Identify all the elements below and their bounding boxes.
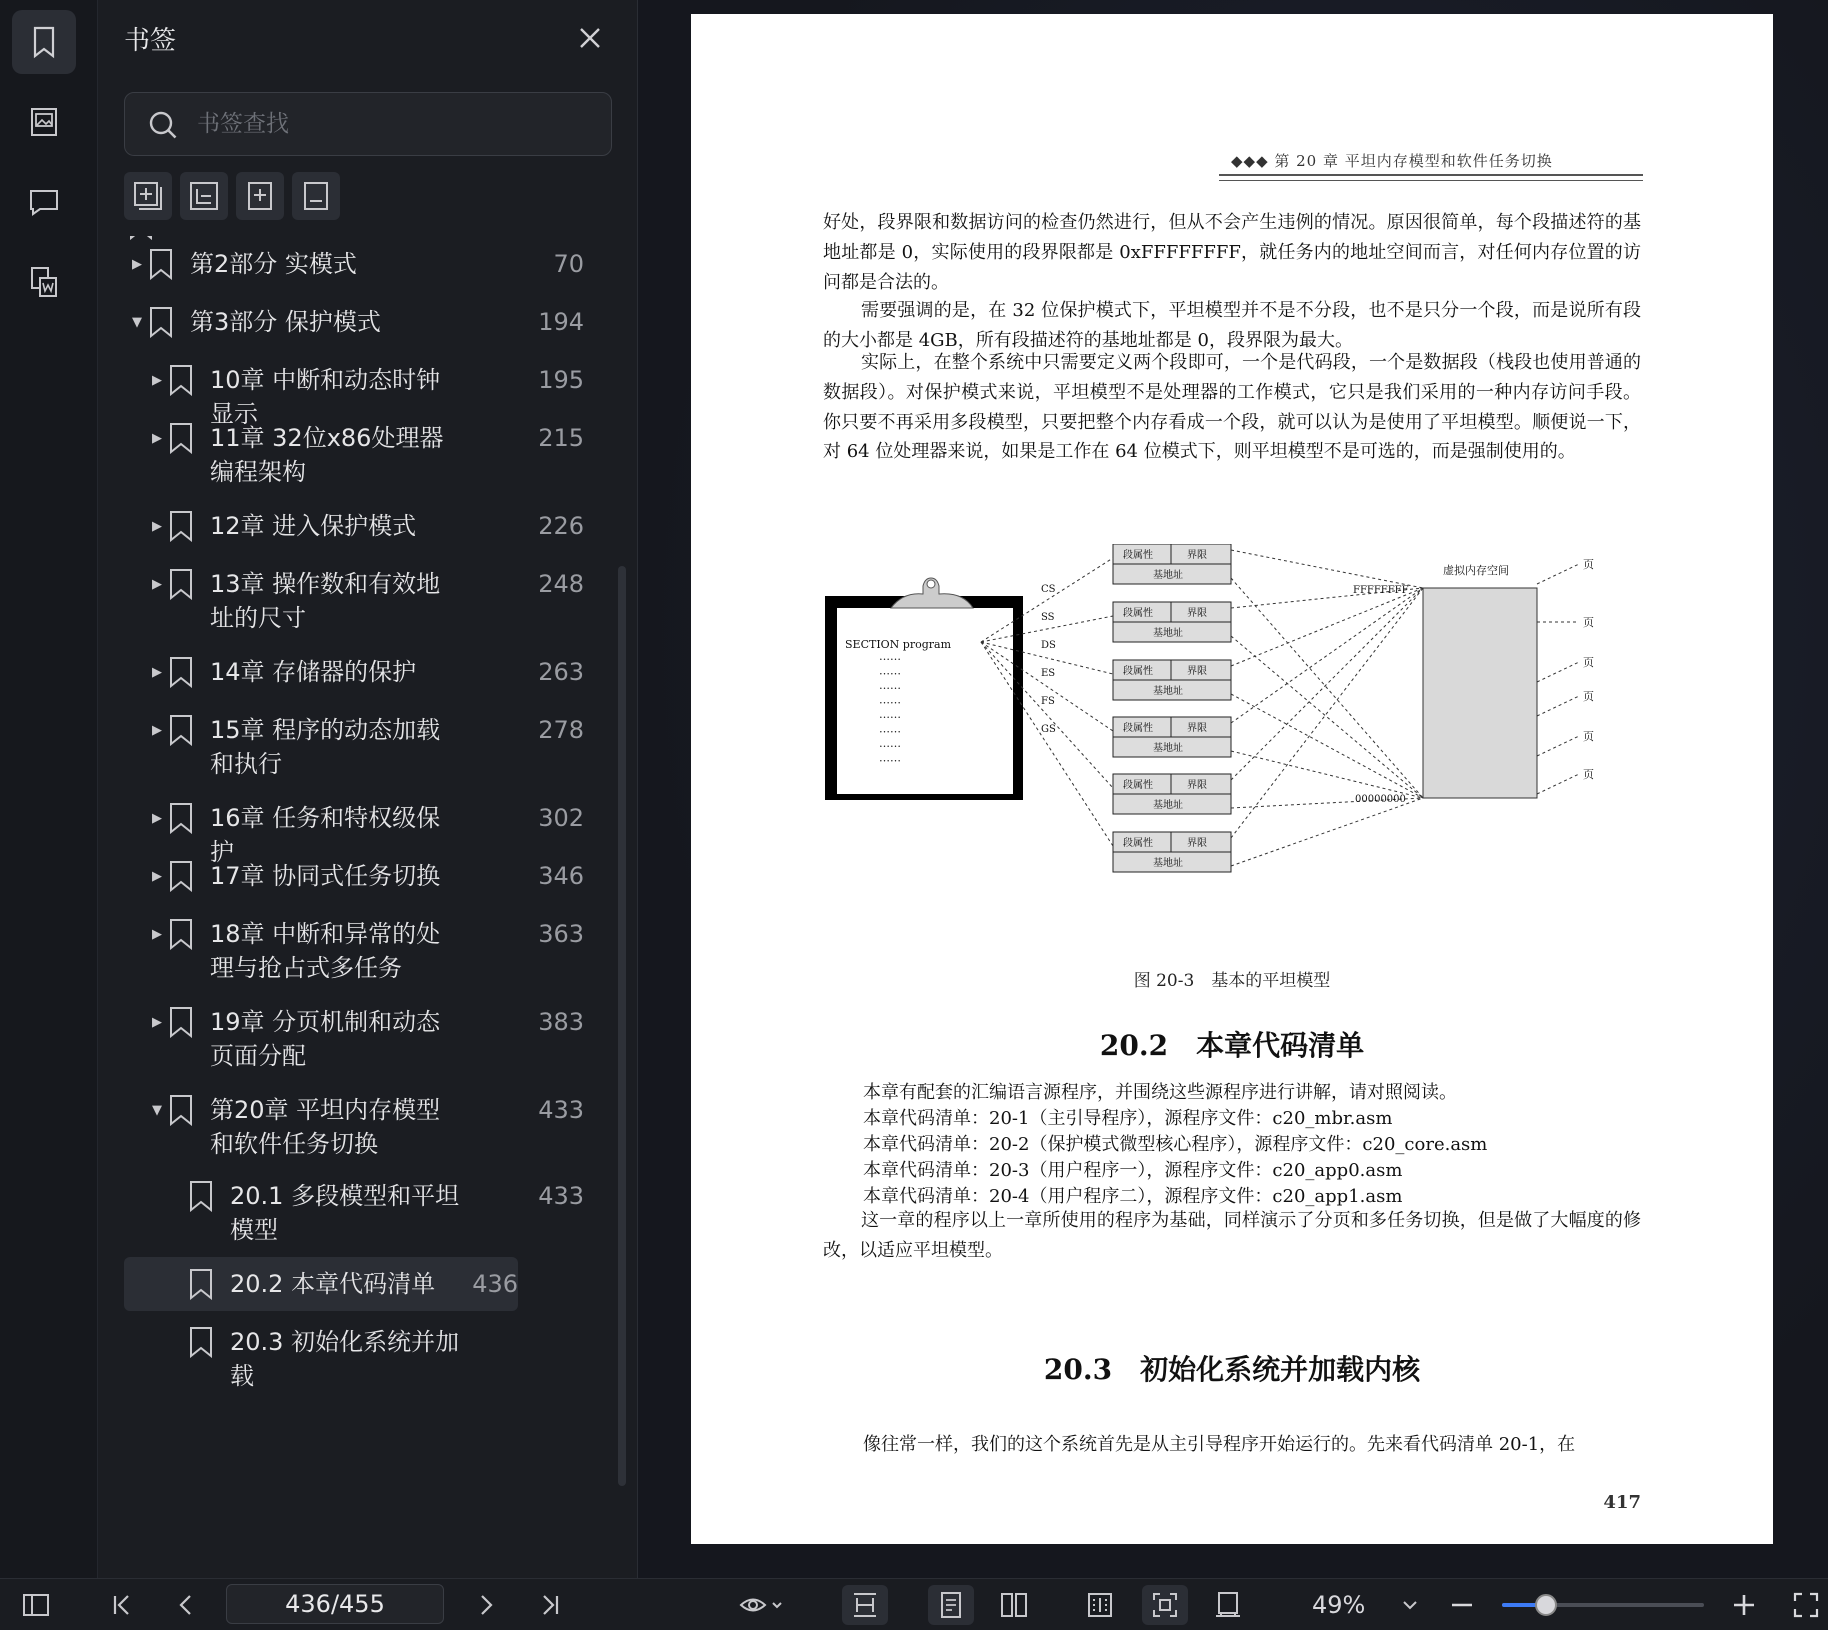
bookmark-add-icon bbox=[243, 179, 277, 213]
zoom-dropdown[interactable] bbox=[1390, 1585, 1430, 1625]
figure-dots: …… bbox=[879, 679, 901, 692]
toggle-sidebar-button[interactable] bbox=[16, 1585, 56, 1625]
caret-right-icon[interactable]: ▶ bbox=[152, 372, 162, 388]
thumbnails-rail-button[interactable] bbox=[12, 90, 76, 154]
fit-page-icon bbox=[1150, 1590, 1180, 1620]
panel-scrollbar[interactable] bbox=[618, 566, 626, 1486]
first-page-icon bbox=[107, 1590, 137, 1620]
search-icon bbox=[147, 109, 179, 141]
page-arrow bbox=[1537, 774, 1579, 794]
caret-right-icon[interactable]: ▶ bbox=[152, 576, 162, 592]
caret-right-icon[interactable]: ▶ bbox=[152, 868, 162, 884]
bookmark-page-number: 278 bbox=[538, 716, 584, 744]
spacer bbox=[168, 1179, 186, 1213]
first-page-button[interactable] bbox=[102, 1585, 142, 1625]
bookmark-icon bbox=[166, 859, 196, 893]
bookmark-icon bbox=[186, 1179, 216, 1213]
fit-width-button[interactable] bbox=[842, 1585, 888, 1625]
bookmark-icon bbox=[186, 1267, 216, 1301]
code-listing-line: 本章代码清单：20-1（主引导程序），源程序文件：c20_mbr.asm bbox=[863, 1108, 1393, 1129]
attachments-rail-button[interactable] bbox=[12, 250, 76, 314]
panel-title: 书签 bbox=[124, 26, 177, 56]
flat-model-figure bbox=[823, 544, 1643, 944]
page-number: 417 bbox=[1603, 1492, 1641, 1513]
segment-descriptor bbox=[1113, 774, 1231, 814]
bookmark-label: 18章 中断和异常的处理与抢占式多任务 bbox=[210, 920, 441, 982]
mapping-arrow bbox=[1231, 636, 1423, 798]
code-listing-line: 本章代码清单：20-2（保护模式微型核心程序），源程序文件：c20_core.asm bbox=[863, 1134, 1488, 1155]
bookmark-label: 13章 操作数和有效地址的尺寸 bbox=[210, 570, 441, 632]
bookmark-remove-button[interactable] bbox=[292, 172, 340, 220]
zoom-slider[interactable] bbox=[1502, 1603, 1704, 1607]
heading-20-2: 20.2 本章代码清单 bbox=[1099, 1029, 1365, 1062]
spacer bbox=[168, 1325, 186, 1359]
fullscreen-button[interactable] bbox=[1786, 1585, 1826, 1625]
bookmark-page-number: 215 bbox=[538, 424, 584, 452]
bookmark-panel bbox=[98, 0, 638, 1578]
fit-width-icon bbox=[850, 1590, 880, 1620]
descriptor-base-label: 基地址 bbox=[1153, 800, 1183, 811]
bookmark-page-number: 195 bbox=[538, 366, 584, 394]
segment-register-label: DS bbox=[1041, 640, 1056, 651]
descriptor-attr-label: 段属性 bbox=[1123, 780, 1153, 791]
sidebar-icon bbox=[21, 1590, 51, 1620]
running-head: ◆◆◆ 第 20 章 平坦内存模型和软件任务切换 bbox=[1231, 152, 1553, 170]
bookmark-toolbar bbox=[124, 172, 340, 220]
caret-right-icon[interactable]: ▶ bbox=[152, 926, 162, 942]
bookmark-search-input[interactable] bbox=[197, 101, 597, 147]
descriptor-limit-label: 界限 bbox=[1187, 780, 1207, 791]
paragraph-2: 需要强调的是，在 32 位保护模式下，平坦模型并不是不分段，也不是只分一个段，而是说所有段的大小都是 4GB，所有段描述符的基地址都是 0，段界限为最大。 bbox=[823, 300, 1641, 351]
bookmark-icon bbox=[166, 363, 196, 397]
page-arrow bbox=[1537, 662, 1579, 682]
descriptor-base-label: 基地址 bbox=[1153, 570, 1183, 581]
bookmark-label: 20.2 本章代码清单 bbox=[230, 1270, 436, 1298]
descriptor-limit-label: 界限 bbox=[1187, 550, 1207, 561]
single-page-button[interactable] bbox=[928, 1585, 974, 1625]
descriptor-attr-label: 段属性 bbox=[1123, 550, 1153, 561]
bookmark-page-number: 226 bbox=[538, 512, 584, 540]
bookmark-page-number: 263 bbox=[538, 658, 584, 686]
segment-descriptor bbox=[1113, 544, 1231, 584]
figure-caption: 图 20-3 基本的平坦模型 bbox=[1133, 971, 1331, 991]
bookmark-icon bbox=[166, 1093, 196, 1127]
partial-item-top bbox=[128, 236, 158, 246]
add-sub-bookmark-icon bbox=[187, 179, 221, 213]
bookmark-icon bbox=[166, 421, 196, 455]
add-bookmark-icon bbox=[131, 179, 165, 213]
bookmark-page-number: 436 bbox=[472, 1270, 518, 1298]
bookmark-label: 17章 协同式任务切换 bbox=[210, 862, 441, 890]
descriptor-attr-label: 段属性 bbox=[1123, 838, 1153, 849]
mapping-arrow bbox=[1231, 588, 1423, 666]
section-label: SECTION program bbox=[845, 638, 952, 651]
segment-register-label: GS bbox=[1041, 724, 1056, 735]
figure-dots: …… bbox=[879, 708, 901, 721]
segment-descriptor bbox=[1113, 832, 1231, 872]
chevron-left-icon bbox=[171, 1590, 201, 1620]
bookmark-item[interactable] bbox=[124, 1179, 584, 1247]
mapping-arrow bbox=[1231, 588, 1423, 723]
bookmark-label: 12章 进入保护模式 bbox=[210, 512, 417, 540]
mapping-arrow bbox=[1231, 550, 1423, 588]
page-label: 页 bbox=[1583, 730, 1594, 743]
close-panel-button[interactable] bbox=[572, 20, 608, 56]
mapping-arrow bbox=[1231, 751, 1423, 798]
caret-right-icon[interactable]: ▶ bbox=[152, 810, 162, 826]
column-view-button[interactable] bbox=[1080, 1585, 1120, 1625]
header-rule-thin bbox=[1219, 180, 1643, 181]
mapping-arrow bbox=[1231, 694, 1423, 798]
bookmark-icon bbox=[166, 567, 196, 601]
last-page-icon bbox=[535, 1590, 565, 1620]
bookmark-item[interactable] bbox=[124, 567, 584, 635]
single-page-icon bbox=[936, 1590, 966, 1620]
bookmark-label: 19章 分页机制和动态页面分配 bbox=[210, 1008, 441, 1070]
bookmark-page-number: 70 bbox=[553, 250, 584, 278]
bookmark-item[interactable] bbox=[124, 1257, 518, 1311]
bookmark-item[interactable] bbox=[124, 247, 584, 281]
bookmark-remove-icon bbox=[299, 179, 333, 213]
bookmark-page-number: 383 bbox=[538, 1008, 584, 1036]
bookmark-item[interactable] bbox=[124, 713, 584, 781]
bookmark-tree bbox=[98, 236, 638, 1578]
fullscreen-icon bbox=[1791, 1590, 1821, 1620]
bookmark-item[interactable] bbox=[124, 421, 584, 489]
descriptor-base-label: 基地址 bbox=[1153, 743, 1183, 754]
code-intro: 本章有配套的汇编语言源程序，并围绕这些源程序进行讲解，请对照阅读。 bbox=[863, 1082, 1457, 1103]
descriptor-attr-label: 段属性 bbox=[1123, 723, 1153, 734]
bookmark-item[interactable] bbox=[124, 917, 584, 985]
figure-dots: …… bbox=[879, 751, 901, 765]
descriptor-attr-label: 段属性 bbox=[1123, 608, 1153, 619]
add-bookmark-button[interactable] bbox=[124, 172, 172, 220]
descriptor-base-label: 基地址 bbox=[1153, 686, 1183, 697]
bookmark-label: 11章 32位x86处理器编程架构 bbox=[210, 424, 444, 486]
page-label: 页 bbox=[1583, 656, 1594, 669]
caret-right-icon[interactable]: ▶ bbox=[152, 430, 162, 446]
mapping-arrow bbox=[1231, 578, 1423, 798]
descriptor-attr-label: 段属性 bbox=[1123, 666, 1153, 677]
caret-right-icon[interactable]: ▶ bbox=[152, 518, 162, 534]
bookmark-label: 20.3 初始化系统并加载 bbox=[230, 1328, 460, 1390]
figure-dots: …… bbox=[879, 722, 901, 736]
descriptor-limit-label: 界限 bbox=[1187, 666, 1207, 677]
page-label: 页 bbox=[1583, 768, 1594, 781]
caret-down-icon[interactable]: ▼ bbox=[132, 314, 142, 330]
segment-descriptor bbox=[1113, 717, 1231, 757]
bookmark-item[interactable] bbox=[124, 859, 584, 893]
page-label: 页 bbox=[1583, 690, 1594, 703]
bookmark-icon bbox=[146, 247, 176, 281]
fit-page-button[interactable] bbox=[1142, 1585, 1188, 1625]
descriptor-base-label: 基地址 bbox=[1153, 858, 1183, 869]
mapping-arrow bbox=[1231, 798, 1423, 866]
bookmark-page-number: 433 bbox=[538, 1182, 584, 1210]
zoom-out-button[interactable] bbox=[1442, 1585, 1482, 1625]
paragraph-4: 这一章的程序以上一章所使用的程序为基础，同样演示了分页和多任务切换，但是做了大幅度的修改，以适应平坦模型。 bbox=[823, 1210, 1641, 1261]
figure-dots: …… bbox=[879, 737, 901, 750]
bookmark-icon bbox=[166, 713, 196, 747]
descriptor-limit-label: 界限 bbox=[1187, 723, 1207, 734]
descriptor-limit-label: 界限 bbox=[1187, 608, 1207, 619]
caret-right-icon[interactable]: ▶ bbox=[132, 256, 142, 272]
chevron-right-icon bbox=[471, 1590, 501, 1620]
header-rule bbox=[1219, 174, 1643, 176]
bookmark-page-number: 346 bbox=[538, 862, 584, 890]
spacer bbox=[168, 1267, 186, 1301]
bookmark-icon bbox=[166, 1005, 196, 1039]
page-label: 页 bbox=[1583, 616, 1594, 629]
bookmark-icon bbox=[26, 24, 62, 60]
last-page-button[interactable] bbox=[530, 1585, 570, 1625]
segment-descriptor bbox=[1113, 602, 1231, 642]
bookmark-label: 10章 中断和动态时钟显示 bbox=[210, 366, 441, 428]
left-rail bbox=[0, 0, 98, 1578]
bookmark-item[interactable] bbox=[124, 305, 584, 339]
bookmark-icon bbox=[166, 655, 196, 689]
previous-page-button[interactable] bbox=[166, 1585, 206, 1625]
bookmark-page-number: 194 bbox=[538, 308, 584, 336]
bookmark-page-number: 363 bbox=[538, 920, 584, 948]
bookmark-icon bbox=[166, 801, 196, 835]
bottom-address-label: 00000000 bbox=[1355, 794, 1406, 805]
bookmark-label: 16章 任务和特权级保护 bbox=[210, 804, 441, 866]
top-address-label: FFFFFFFF bbox=[1353, 585, 1409, 596]
bookmark-icon bbox=[166, 917, 196, 951]
zoom-slider-handle[interactable] bbox=[1535, 1594, 1557, 1616]
page-arrow bbox=[1537, 696, 1579, 716]
paragraph-1: 好处，段界限和数据访问的检查仍然进行，但从不会产生违例的情况。原因很简单，每个段描述符的基地址都是 0，实际使用的段界限都是 0xFFFFFFFF，就任务内的地址空间而言，对任何内存位置的访问都是合法的。 bbox=[823, 212, 1641, 293]
view-mode-dropdown[interactable] bbox=[730, 1585, 792, 1625]
segment-descriptor bbox=[1113, 660, 1231, 700]
caret-right-icon[interactable]: ▶ bbox=[152, 722, 162, 738]
segment-register-label: ES bbox=[1041, 668, 1056, 679]
eye-icon bbox=[739, 1590, 783, 1620]
column-view-icon bbox=[1085, 1590, 1115, 1620]
bookmark-item[interactable] bbox=[124, 1005, 584, 1073]
descriptor-limit-label: 界限 bbox=[1187, 838, 1207, 849]
segment-register-label: FS bbox=[1041, 696, 1055, 707]
paragraph-3: 实际上，在整个系统中只需要定义两个段即可，一个是代码段，一个是数据段（栈段也使用普通的数据段）。对保护模式来说，平坦模型不是处理器的工作模式，它只是我们采用的一种内存访问手段。你只要不再采用多段模型，只要把整个内存看成一个段，就可以认为是使用了平坦模型。顺便说一下，对 64 位处理器来说，如果是工作在 64 位模式下，则平坦模型不是可选的，而是强制使用的。 bbox=[823, 352, 1641, 463]
caret-right-icon[interactable]: ▶ bbox=[152, 664, 162, 680]
bookmark-item[interactable] bbox=[124, 1093, 584, 1161]
document-word-icon bbox=[26, 264, 62, 300]
heading-20-3: 20.3 初始化系统并加载内核 bbox=[1043, 1353, 1421, 1386]
page-number-input[interactable]: 436/455 bbox=[226, 1584, 444, 1624]
bookmark-icon bbox=[186, 1325, 216, 1359]
bookmark-icon bbox=[128, 236, 154, 240]
caret-down-icon[interactable]: ▼ bbox=[152, 1102, 162, 1118]
bookmark-add-button[interactable] bbox=[236, 172, 284, 220]
mapping-arrow bbox=[1231, 588, 1423, 780]
bookmark-item[interactable] bbox=[124, 655, 584, 689]
next-page-button[interactable] bbox=[466, 1585, 506, 1625]
descriptor-base-label: 基地址 bbox=[1153, 628, 1183, 639]
bookmark-label: 第2部分 实模式 bbox=[190, 250, 357, 278]
two-page-icon bbox=[999, 1590, 1029, 1620]
figure-dots: …… bbox=[879, 693, 901, 707]
image-icon bbox=[26, 104, 62, 140]
bookmark-page-number: 433 bbox=[538, 1096, 584, 1124]
comments-rail-button[interactable] bbox=[12, 170, 76, 234]
bottom-toolbar bbox=[0, 1578, 1828, 1630]
rotate-page-button[interactable] bbox=[1208, 1585, 1248, 1625]
bookmark-item[interactable] bbox=[124, 1325, 584, 1393]
segment-register-label: SS bbox=[1041, 612, 1055, 623]
bookmark-icon bbox=[146, 305, 176, 339]
pdf-page bbox=[691, 14, 1773, 1544]
page-arrow bbox=[1537, 736, 1579, 756]
page-arrow bbox=[1537, 564, 1579, 584]
segment-register-label: CS bbox=[1041, 584, 1056, 595]
paragraph-5: 像往常一样，我们的这个系统首先是从主引导程序开始运行的。先来看代码清单 20-1，在 bbox=[863, 1434, 1576, 1455]
bookmark-item[interactable] bbox=[124, 509, 584, 543]
page-label: 页 bbox=[1583, 558, 1594, 571]
zoom-in-button[interactable] bbox=[1724, 1585, 1764, 1625]
bookmarks-rail-button[interactable] bbox=[12, 10, 76, 74]
code-listing-line: 本章代码清单：20-3（用户程序一），源程序文件：c20_app0.asm bbox=[863, 1160, 1403, 1181]
bookmark-icon bbox=[166, 509, 196, 543]
bookmark-label: 20.1 多段模型和平坦模型 bbox=[230, 1182, 460, 1244]
chevron-down-icon bbox=[1395, 1590, 1425, 1620]
bookmark-label: 第20章 平坦内存模型和软件任务切换 bbox=[210, 1096, 441, 1158]
zoom-level[interactable]: 49% bbox=[1312, 1591, 1366, 1619]
bookmark-search bbox=[124, 92, 612, 156]
plus-icon bbox=[1729, 1590, 1759, 1620]
virtual-memory-label: 虚拟内存空间 bbox=[1443, 564, 1509, 577]
bookmark-label: 14章 存储器的保护 bbox=[210, 658, 417, 686]
two-page-button[interactable] bbox=[994, 1585, 1034, 1625]
add-sub-bookmark-button[interactable] bbox=[180, 172, 228, 220]
bookmark-page-number: 302 bbox=[538, 804, 584, 832]
minus-icon bbox=[1447, 1590, 1477, 1620]
close-icon bbox=[572, 20, 608, 56]
bookmark-label: 第3部分 保护模式 bbox=[190, 308, 381, 336]
bookmark-page-number: 248 bbox=[538, 570, 584, 598]
caret-right-icon[interactable]: ▶ bbox=[152, 1014, 162, 1030]
document-viewport[interactable] bbox=[638, 0, 1828, 1578]
rotate-icon bbox=[1213, 1590, 1243, 1620]
figure-dots: …… bbox=[879, 664, 901, 678]
comment-icon bbox=[26, 184, 62, 220]
figure-dots: …… bbox=[879, 650, 901, 663]
code-listing-line: 本章代码清单：20-4（用户程序二），源程序文件：c20_app1.asm bbox=[863, 1186, 1403, 1207]
bookmark-label: 15章 程序的动态加载和执行 bbox=[210, 716, 441, 778]
